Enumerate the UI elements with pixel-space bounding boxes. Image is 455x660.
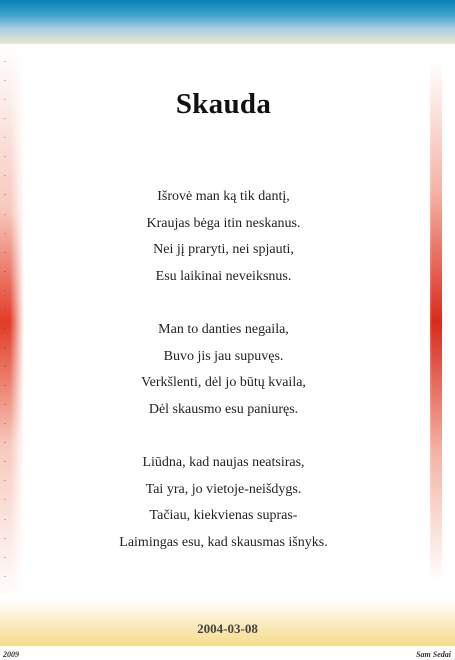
poem-date: 2004-03-08 [197, 621, 258, 636]
footer-year: 2009 [3, 650, 19, 659]
poem-line: Verkšlenti, dėl jo būtų kvaila, [141, 375, 306, 390]
poem-line: Kraujas bėga itin neskanus. [146, 215, 301, 231]
poem-line: Nei jį praryti, nei spjauti, [153, 242, 294, 257]
stanza-2 [0, 317, 447, 423]
poem-line: Esu laikinai neveiksnus. [155, 268, 292, 284]
top-banner [0, 0, 455, 44]
left-rail-marks: - - - - - - - - - - - - - - - - - - - - - - - - - - - - [4, 59, 6, 580]
poem-line: Laimingas esu, kad skausmas išnyks. [119, 534, 328, 550]
footer-author: Sam Sedai [416, 650, 451, 659]
poem-line: Man to danties negaila, [158, 322, 289, 337]
poem-line: Liūdna, kad naujas neatsiras, [142, 455, 305, 470]
poem-line: Tai yra, jo vietoje-neišdygs. [145, 481, 302, 497]
stanza-1 [0, 184, 447, 290]
poem-line: Buvo jis jau supuvęs. [163, 348, 284, 364]
poem-line: Dėl skausmo esu paniuręs. [148, 401, 299, 417]
poem-title: Skauda [175, 88, 272, 120]
poem-line: Tačiau, kiekvienas supras- [149, 508, 298, 523]
poem-line: Išrovė man ką tik dantį, [157, 189, 290, 204]
stanza-3 [0, 450, 447, 556]
poem-body [0, 184, 447, 583]
footer-strip [0, 646, 455, 660]
